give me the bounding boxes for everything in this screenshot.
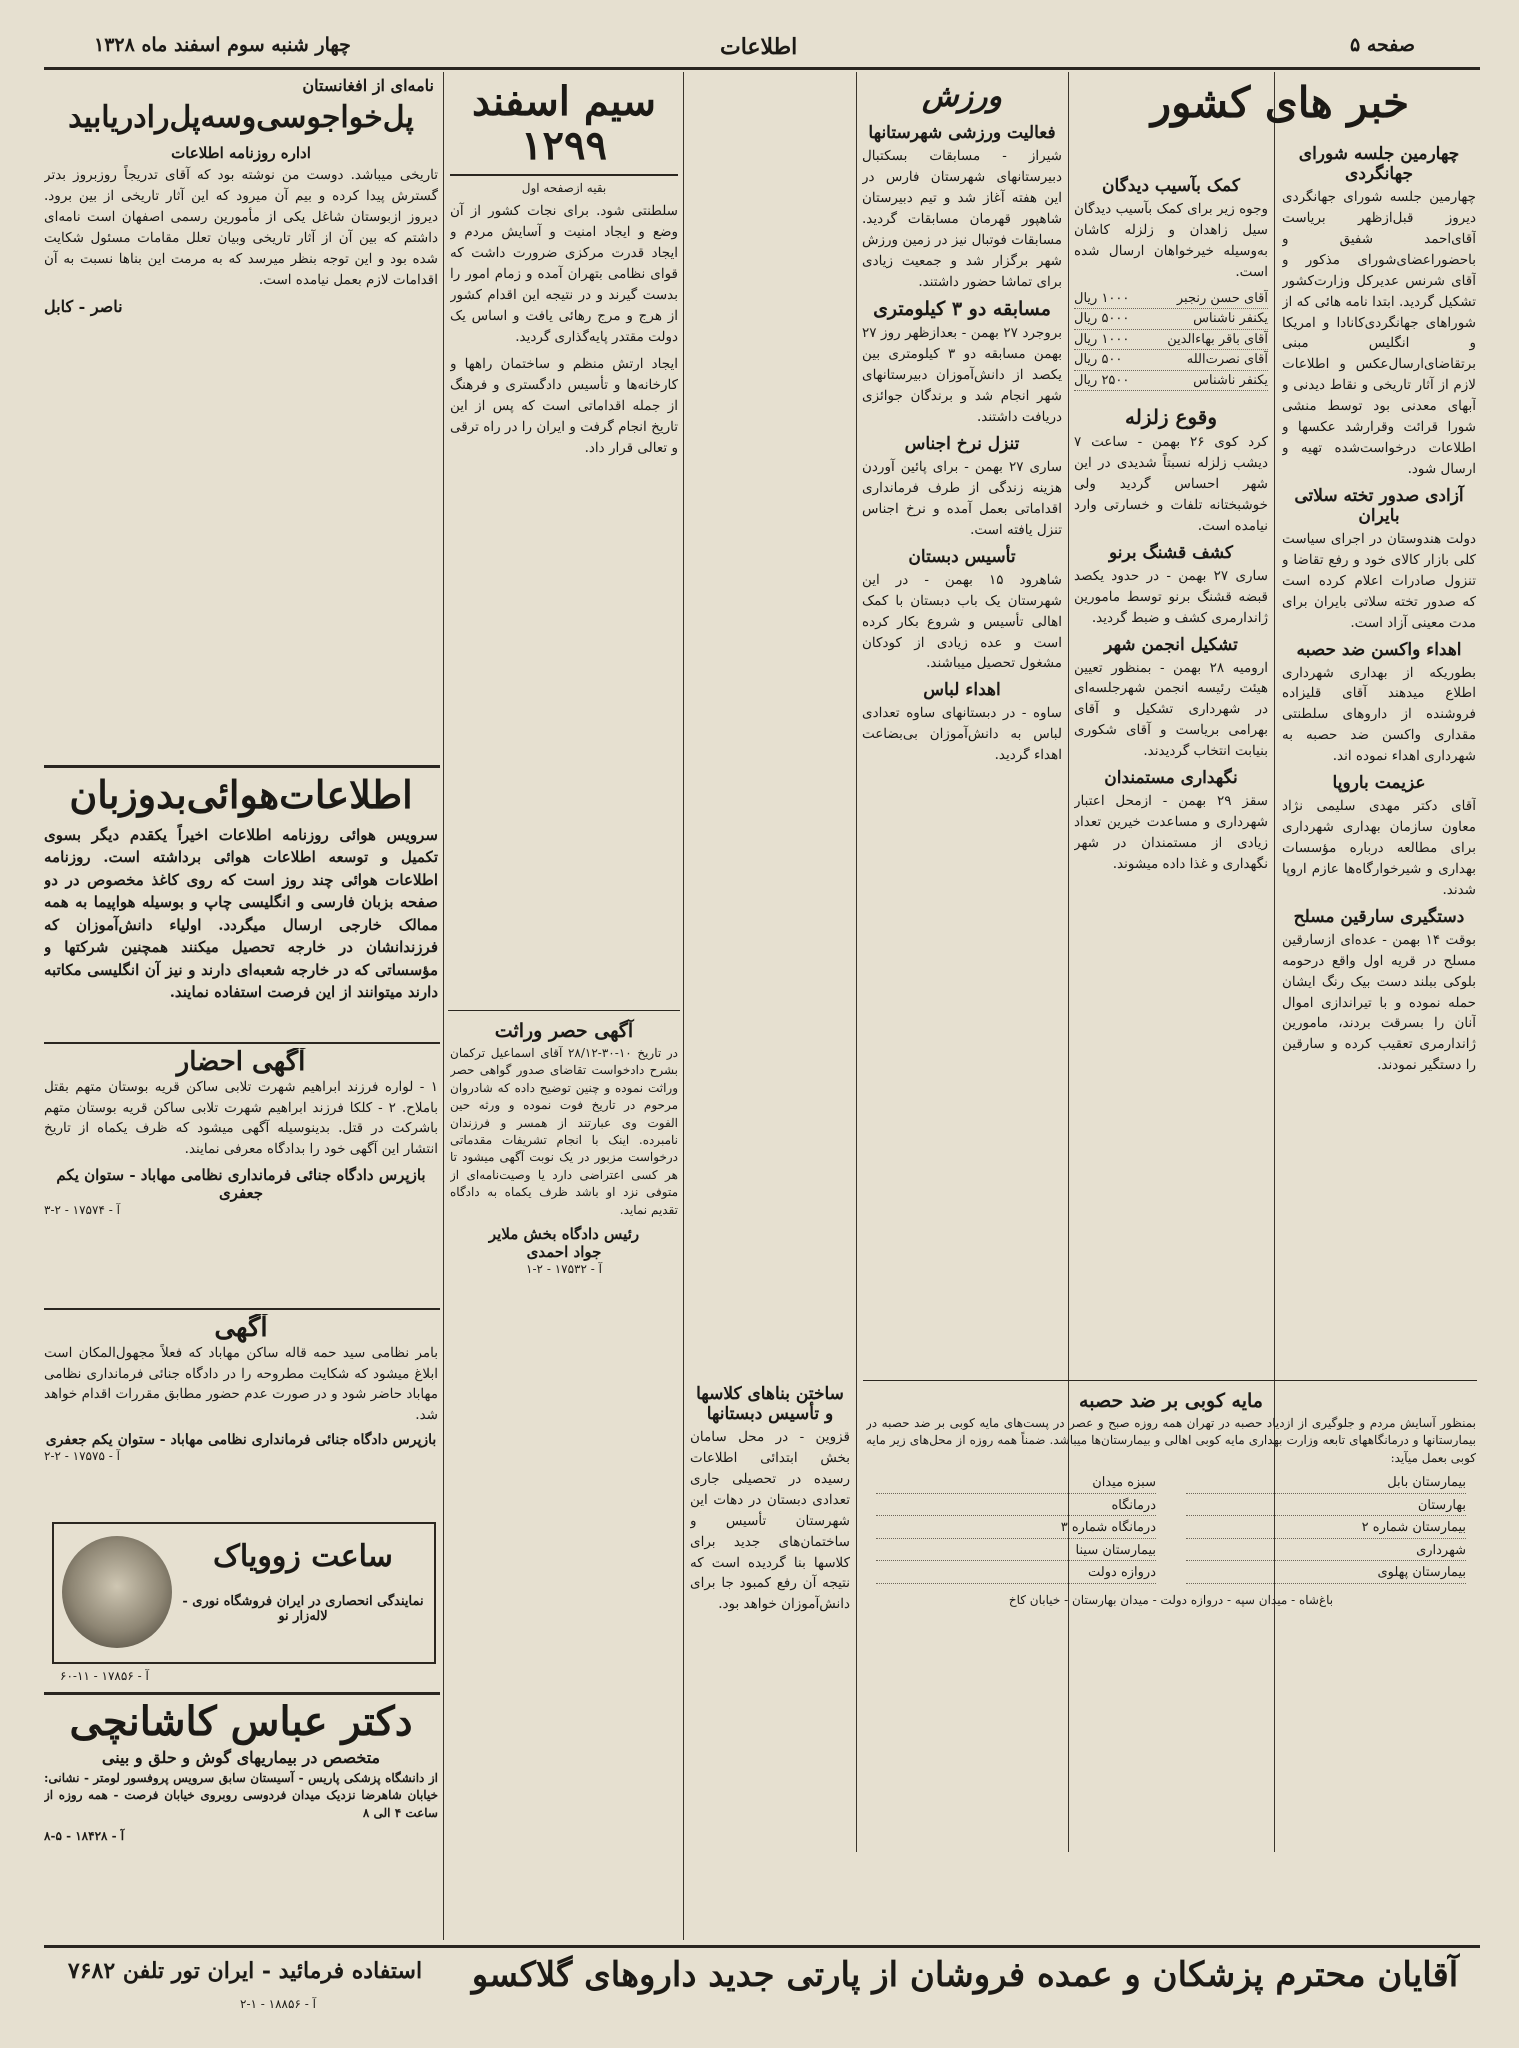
center-row: سبزه میدان	[876, 1473, 1156, 1494]
column-divider	[443, 72, 444, 1940]
vaccination-notice	[866, 1386, 1476, 1846]
item-title: آزادی صدور تخته سلاتی بایران	[1294, 485, 1464, 526]
donations-list	[1074, 289, 1268, 392]
rifle-body: ساری ۲۷ بهمن - در حدود یکصد قبضه قشنگ برنو توسط مامورین ژاندارمری کشف و ضبط گردید.	[1074, 567, 1268, 626]
vaccination-footer: باغ‌شاه - میدان سپه - دروازه دولت - میدان بهارستان - خیابان کاخ	[1008, 1592, 1334, 1607]
vaccination-body: بمنظور آسایش مردم و جلوگیری از ازدیاد حصبه در تهران همه روزه صبح و عصر در پست‌های مایه کوبی بر ضد حصبه در بیمارستانها و درمانگاههای تابعه وزارت بهداری مایه کوبی اهالی و بیمارستان‌ها میباشد. ضمناً همه روزه از محل‌های زیر مایه کوبی بعمل میآید:	[866, 1416, 1476, 1465]
doctor-ad	[44, 1700, 438, 1870]
center-row: بیمارستان سینا	[876, 1541, 1156, 1562]
prices-title: تنزل نرخ اجناس	[904, 434, 1020, 455]
afghan-letter	[44, 76, 438, 776]
item-body: چهارمین جلسه شورای جهانگردی دیروز قبل‌ازظهر بریاست آقای‌احمد شفیق و باحضوراعضای‌شورای مذکور و آقای شرنس عدیرکل وزارت‌کشور تشکیل گردید. ابتدا نامه هائی که از شوراهای جهانگردی‌کانادا و امریکا و انگلیس مبنی برتقاضای‌ارسال‌عکس و اطلاعات لازم از آثار تاریخی و نقاط دیدنی و آبهای معدنی بود توسط منشی شورا قرائت وقرارشد عکسها و اطلاعات درخواست‌شده تهیه و ارسال شود.	[1282, 189, 1476, 477]
donation-row: آقای باقر بهاءالدین ۱۰۰۰ ریال	[1074, 330, 1268, 351]
inheritance-name: جواد احمدی	[526, 1242, 602, 1261]
watch-title: ساعت زوویاک	[213, 1539, 393, 1574]
item-body: بطوریکه از بهداری شهرداری اطلاع میدهند آقای قلیزاده فروشنده از داروهای سلطنتی مقداری واکسن ضد حصبه به شهرداری اهداء نموده اند.	[1282, 664, 1476, 765]
item-title: عزیمت باروپا	[1332, 773, 1426, 794]
item-body: آقای دکتر مهدی سلیمی نژاد معاون سازمان بهداری شهرداری برای مطالعه درباره مؤسسات بهداری و شیرخوارگاه‌ها عازم اروپا شدند.	[1282, 798, 1476, 898]
section-rule	[863, 1380, 1477, 1381]
column-divider	[683, 72, 684, 1940]
afghan-address: اداره روزنامه اطلاعات	[171, 144, 311, 162]
donation-row: آقای حسن رنجبر ۱۰۰۰ ریال	[1074, 289, 1268, 310]
summons-title: آگهی احضار	[176, 1048, 306, 1077]
center-row: درمانگاه	[876, 1496, 1156, 1517]
section-rule	[44, 765, 440, 768]
summons-sign: بازپرس دادگاه جنائی فرمانداری نظامی مهاباد - ستوان یکم جعفری	[56, 1166, 426, 1203]
footer-rule	[44, 1945, 1480, 1948]
notice-body: بامر نظامی سید حمه قاله ساکن مهاباد که فعلاً مجهول‌المکان است ابلاغ میشود که شکایت مطروحه را در دادگاه جنائی فرمانداری نظامی مهاباد حاضر شود و در صورت عدم حضور مطابق مقررات اقدام خواهد شد.	[44, 1344, 438, 1424]
airmail-ad	[44, 770, 438, 1030]
doctor-ref: آ - ۱۸۴۲۸ - ۵-۸	[44, 1829, 125, 1844]
school-building-column	[690, 1380, 850, 1840]
afghan-signature: ناصر - کابل	[44, 296, 123, 316]
footer-ad-ref: آ - ۱۸۸۵۶ - ۱-۲	[240, 1997, 316, 2011]
summons-body: ۱ - لواره فرزند ابراهیم شهرت تلابی ساکن قریه بوستان متهم بقتل باملاح. ۲ - کلکا فرزند ابراهیم شهرت تلابی ساکن قریه بوستان متهم باشرکت در قتل. بدینوسیله آگهی میشود که ظرف یکماه از تاریخ انتشار این آگهی خود را بدادگاه معرفی نمایند.	[44, 1078, 438, 1158]
section-rule	[44, 1308, 440, 1310]
needy-body: سقز ۲۹ بهمن - ازمحل اعتبار شهرداری و مساعدت خیرین تعداد زیادی از مستمندان در شهر نگهداری و غذا داده میشوند.	[1074, 793, 1268, 872]
relief-column	[1074, 172, 1268, 1372]
center-row: درمانگاه شماره ۳	[876, 1518, 1156, 1539]
sports-body: شیراز - مسابقات بسکتبال دبیرستانهای شهرستان فارس در این هفته آغاز شد و تیم دبیرستان شاهپور قهرمان مسابقات گردید. مسابقات فوتبال نیز در زمین ورزش شهر برگزار شد و جمعیت زیادی برای تماشا حضور داشتند.	[862, 148, 1062, 290]
airmail-headline: اطلاعات‌هوائی‌بدوزبان	[69, 772, 413, 817]
center-row: بیمارستان بابل	[1186, 1473, 1466, 1494]
item-title: دستگیری سارقین مسلح	[1293, 906, 1465, 927]
vaccination-centers	[866, 1473, 1476, 1584]
school-body: شاهرود ۱۵ بهمن - در این شهرستان یک باب دبستان با کمک اهالی تأسیس و شروع بکار کرده است و عده زیادی از کودکان مشغول تحصیل میباشند.	[862, 571, 1062, 672]
watch-subtitle: نمایندگی انحصاری در ایران فروشگاه نوری - لاله‌زار نو	[182, 1594, 424, 1624]
prices-body: ساری ۲۷ بهمن - برای پائین آوردن هزینه زندگی از طرف فرمانداری اقداماتی بعمل آمده و نرخ اجناس تنزل یافته است.	[862, 459, 1062, 538]
issue-date: چهار شنبه سوم اسفند ماه ۱۳۲۸	[94, 34, 351, 56]
section-rule	[44, 1692, 440, 1695]
summons-ref: آ - ۱۷۵۷۴ - ۲-۳	[44, 1203, 120, 1218]
doctor-details: از دانشگاه پزشکی پاریس - آسیستان سابق سرویس پروفسور لومتر - نشانی: خیابان شاهرضا نزدیک میدان فردوسی روبروی خیابان فرصت - همه روزه از ساعت ۴ الی ۸	[44, 1771, 438, 1820]
watch-ref: آ - ۱۷۸۵۶ - ۱۱-۶۰	[60, 1669, 149, 1683]
footer-ad-headline: آقایان محترم پزشکان و عمده فروشان از پارتی جدید داروهای گلاکسو	[471, 1955, 1459, 1995]
watch-ad	[52, 1522, 436, 1664]
school-building-body: قزوین - در محل سامان بخش ابتدائی اطلاعات رسیده در تحصیلی جاری تعدادی دبستان در دهات این شهرستان تأسیس و ساختمان‌های جدید برای کلاسها بنا گردیده است که نتیجه آن رفع کمبود جا برای دانش‌آموزان خواهد بود.	[690, 1429, 850, 1613]
afghan-heading: نامه‌ای از افغانستان	[302, 76, 434, 95]
section-rule	[44, 1042, 440, 1044]
esfand-body: ایجاد ارتش منظم و ساختمان راهها و کارخانه‌ها و تأسیس دادگستری و فرهنگ از جمله اقداماتی است که پس از این تاریخ انجام گرفت و ایران را در راه ترقی و تعالی قرار داد.	[450, 355, 678, 456]
council-title: تشکیل انجمن شهر	[1104, 634, 1238, 655]
afghan-headline: پل‌خواجوسی‌وسه‌پل‌را‌دریابید	[68, 100, 414, 135]
center-row: بیمارستان پهلوی	[1186, 1563, 1466, 1584]
section-rule	[448, 1010, 680, 1011]
doctor-specialty: متخصص در بیماریهای گوش و حلق و بینی	[101, 1748, 381, 1767]
center-row: شهرداری	[1186, 1541, 1466, 1562]
masthead-rule	[44, 67, 1480, 70]
donation-row: یکنفر ناشناس ۲۵۰۰ ریال	[1074, 371, 1268, 392]
inheritance-sign: رئیس دادگاه بخش ملایر	[488, 1224, 640, 1243]
center-row: دروازه دولت	[876, 1563, 1156, 1584]
race-body: بروجرد ۲۷ بهمن - بعدازظهر روز ۲۷ بهمن مسابقه دو ۳ کیلومتری بین یکصد از دانش‌آموزان دبیرستانهای شهر انجام شد و برندگان جوائزی دریافت داشتند.	[862, 325, 1062, 426]
notice-ref: آ - ۱۷۵۷۵ - ۲-۲	[44, 1449, 120, 1464]
item-title: چهارمین جلسه شورای جهانگردی	[1298, 144, 1460, 184]
needy-title: نگهداری مستمندان	[1104, 768, 1238, 789]
afghan-body: تاریخی میباشد. دوست من نوشته بود که آقای تدریجاً روزبروز بدتر گسترش پیدا کرده و بیم آن میرود که این آثار تاریخی از بین برود. دیروز ازبوستان شاغل یکی از مأمورین رسمی اصفهان است نامه‌ای داشتم که بین آن از آثار تاریخی وبیان تعلل مقامات مسئول شکایت شده بود و این توجه بنظر میرسد که به مرمت این بناها نسبت به آن اقدامات لازم بعمل نیامده است.	[44, 167, 438, 288]
airmail-body: سرویس هوائی روزنامه اطلاعات اخیراً یکقدم دیگر بسوی تکمیل و توسعه اطلاعات هوائی برداشته است. روزنامه اطلاعات هوائی چند روز است که روی کاغذ مخصوص در دو صفحه بزبان فارسی و انگلیسی چاپ و بوسیله هواپیما به همه ممالک خارجی ارسال میگردد. اولیاء دانش‌آموزان که فرزندانشان در خارجه تحصیل میکنند همچنین شرکتها و مؤسساتی که در خارجه شعبه‌ای دارند و نیز آن انگلیسی مکاتبه دارند میتوانند از این فرصت استفاده نمایند.	[44, 825, 438, 1002]
notice-sign: بازپرس دادگاه جنائی فرمانداری نظامی مهاباد - ستوان یکم جعفری	[45, 1432, 437, 1449]
footer-ad-subline: استفاده فرمائید - ایران تور تلفن ۷۶۸۲	[67, 1958, 423, 1984]
watch-image	[62, 1536, 172, 1648]
doctor-name: دکتر عباس کاشانچی	[69, 1700, 413, 1745]
inheritance-title: آگهی حصر وراثت	[494, 1020, 634, 1042]
donation-row: آقای نصرت‌الله ۵۰۰ ریال	[1074, 350, 1268, 371]
relief-title: کمک بآسیب دیدگان	[1102, 176, 1240, 196]
race-title: مسابقه دو ۳ کیلومتری	[873, 298, 1051, 321]
quake-body: کرد کوی ۲۶ بهمن - ساعت ۷ دیشب زلزله نسبتاً شدیدی در این شهر احساس گردید ولی خوشبختانه تلفات و خسارتی وارد نیامده است.	[1074, 434, 1268, 534]
vaccination-title: مایه کوبی بر ضد حصبه	[1079, 1390, 1263, 1412]
inheritance-body: در تاریخ ۱۰-۳۰-۲۸/۱۲ آقای اسماعیل ترکمان بشرح دادخواست تقاضای صدور گواهی حصر وراثت نموده و چنین توضیح داده که شادروان مرحوم در تاریخ فوت نموده و ورثه حین الفوت وی عبارتند از همسر و فرزندان نامبرده. اینک با انجام تشریفات مقدماتی درخواست مزبور در یک نوبت آگهی میشود تا هر کسی اعتراضی دارد یا وصیت‌نامه‌ای از متوفی نزد او باشد ظرف یکماه به دادگاه تقدیم نماید.	[450, 1046, 678, 1217]
column-divider	[856, 72, 857, 1852]
esfand-body: سلطنتی شود. برای نجات کشور از آن وضع و ایجاد امنیت و آسایش مردم و ایجاد قدرت مرکزی ضرورت داشت که قوای نظامی بتهران آمده و زمام امور را بدست گیرند و در نتیجه این اقدام کشور از هرج و مرج رهائی یافت و اساس یک دولت مقتدر پایه‌گذاری گردید.	[450, 203, 678, 345]
item-title: اهداء واکسن ضد حصبه	[1296, 639, 1462, 660]
clothes-title: اهداء لباس	[923, 680, 1001, 701]
esfand-continued: بقیه ازصفحه اول	[521, 181, 607, 195]
inheritance-ref: آ - ۱۷۵۳۲ - ۲-۱	[526, 1261, 602, 1276]
rifle-title: کشف قشنگ برنو	[1109, 542, 1233, 563]
country-news-text	[1282, 140, 1476, 1540]
council-body: ارومیه ۲۸ بهمن - بمنظور تعیین هیئت رئیسه انجمن شهرجلسه‌ای در شهرداری تشکیل و آقای بهرامی بریاست و آقای شکوری بنیابت انتخاب گردیدند.	[1074, 659, 1268, 760]
esfand-column	[450, 80, 678, 1080]
donation-row: یکنفر ناشناس ۵۰۰۰ ریال	[1074, 309, 1268, 330]
sports-heading: ورزش	[921, 80, 1003, 114]
sports-column	[862, 80, 1062, 1370]
school-title: تأسیس دبستان	[908, 546, 1016, 567]
paper-name: اطلاعات	[720, 34, 798, 60]
summons-notice	[44, 1048, 438, 1298]
relief-body: وجوه زیر برای کمک بآسیب دیدگان سیل زاهدان و زلزله کاشان به‌وسیله خیرخواهان ارسال شده است.	[1074, 201, 1268, 280]
esfand-heading: سیم اسفند ۱۲۹۹	[450, 80, 678, 176]
school-building-title: ساختن بناهای کلاسها و تأسیس دبستانها	[696, 1384, 844, 1424]
item-body: بوقت ۱۴ بهمن - عده‌ای ازسارقین مسلح در قریه اول واقع درحومه بلوکی ببلند دست بیک رنگ ایشان حمله نموده و با تیراندازی اموال آنان را بسرقت بردند، مامورین ژاندارمری تعقیب کرده و سارقین را دستگیر نمودند.	[1282, 931, 1476, 1074]
page-number: صفحه ۵	[1350, 34, 1416, 56]
quake-title: وقوع زلزله	[1124, 405, 1218, 430]
notice	[44, 1314, 438, 1504]
sports-title: فعالیت ورزشی شهرستانها	[868, 123, 1056, 143]
clothes-body: ساوه - در دبستانهای ساوه تعدادی لباس به دانش‌آموزان بی‌بضاعت اهداء گردید.	[862, 705, 1062, 764]
item-body: دولت هندوستان در اجرای سیاست کلی بازار کالای خود و رفع تقاضا و تنزول صادرات اعلام کرده است که صدور تخته سلاتی بایران برای مدت معینی آزاد است.	[1282, 530, 1476, 631]
center-row: بهارستان	[1186, 1496, 1466, 1517]
country-news-heading: خبر های کشور	[1150, 78, 1410, 127]
notice-title: آگهی	[214, 1314, 268, 1343]
inheritance-notice	[450, 1016, 678, 1886]
center-row: بیمارستان شماره ۲	[1186, 1518, 1466, 1539]
